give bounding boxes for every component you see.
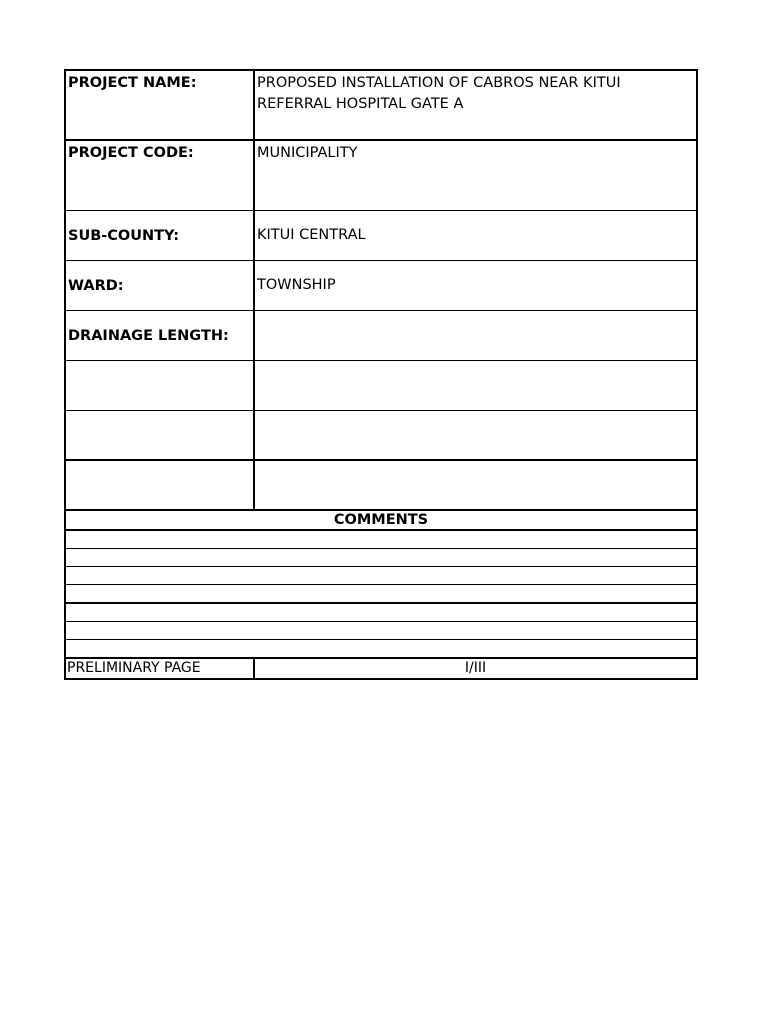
project-name-value: PROPOSED INSTALLATION OF CABROS NEAR KITUI REFERRAL HOSPITAL GATE A xyxy=(257,75,621,112)
row-blank-1 xyxy=(66,361,696,411)
blank-label xyxy=(66,461,255,509)
ward-label: WARD: xyxy=(66,261,255,310)
blank-value xyxy=(255,361,696,410)
page-footer xyxy=(66,659,696,678)
comment-line xyxy=(66,622,696,640)
blank-value xyxy=(255,461,696,509)
row-sub-county xyxy=(66,211,696,261)
sub-county-value: KITUI CENTRAL xyxy=(257,227,366,243)
comment-line xyxy=(66,585,696,604)
row-project-code xyxy=(66,141,696,211)
drainage-length-label: DRAINAGE LENGTH: xyxy=(66,311,255,360)
drainage-length-value xyxy=(255,311,696,360)
comment-line xyxy=(66,531,696,549)
row-blank-3 xyxy=(66,461,696,511)
comment-line xyxy=(66,640,696,659)
blank-label xyxy=(66,361,255,410)
project-info-sheet xyxy=(64,69,698,680)
page-number: I/III xyxy=(464,660,487,676)
comment-line xyxy=(66,549,696,567)
comment-line xyxy=(66,567,696,585)
project-code-label: PROJECT CODE: xyxy=(66,141,255,210)
project-name-label: PROJECT NAME: xyxy=(66,71,255,139)
row-drainage-length xyxy=(66,311,696,361)
blank-label xyxy=(66,411,255,459)
row-project-name xyxy=(66,71,696,141)
row-blank-2 xyxy=(66,411,696,461)
row-ward xyxy=(66,261,696,311)
comments-heading: COMMENTS xyxy=(66,511,696,531)
footer-label: PRELIMINARY PAGE xyxy=(66,659,255,678)
project-code-value: MUNICIPALITY xyxy=(257,145,358,161)
comment-line xyxy=(66,604,696,622)
sub-county-label: SUB-COUNTY: xyxy=(66,211,255,260)
blank-value xyxy=(255,411,696,459)
ward-value: TOWNSHIP xyxy=(257,277,336,293)
